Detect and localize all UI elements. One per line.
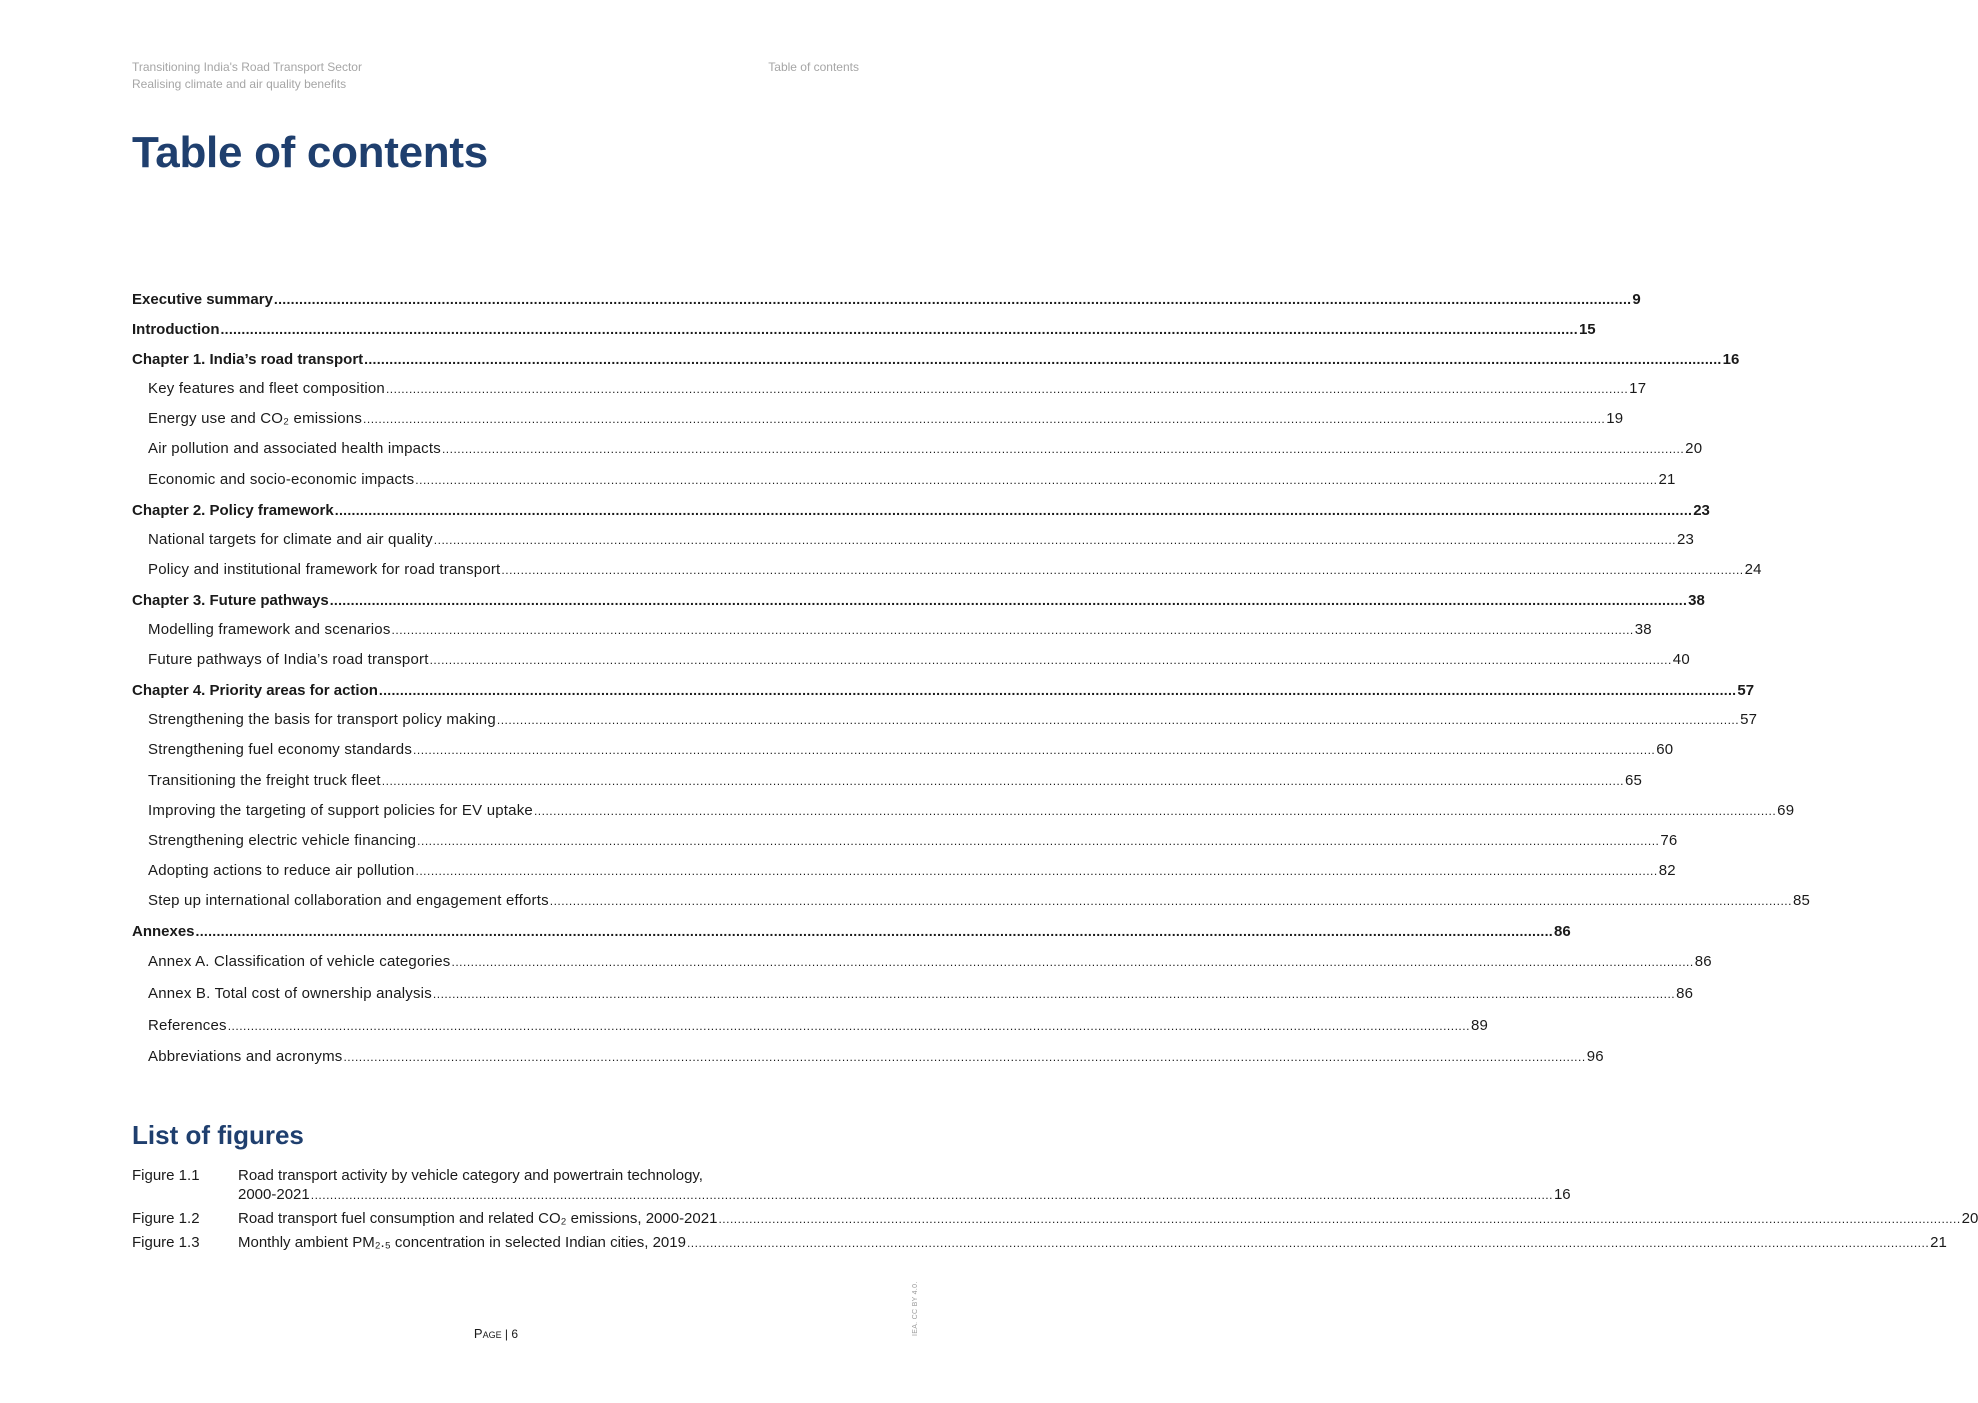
toc-entry-label: Annex A. Classification of vehicle categories <box>148 953 451 971</box>
toc-entry-page-number: 21 <box>1658 470 1676 488</box>
dot-leader <box>497 705 1739 735</box>
toc-chapter-entry[interactable] <box>132 495 1710 525</box>
figure-entry[interactable] <box>132 1209 1978 1229</box>
toc-entry-page-number: 85 <box>1792 891 1811 909</box>
toc-entry-label: Chapter 2. Policy framework <box>132 501 334 519</box>
dot-leader <box>330 585 1687 616</box>
figure-caption-line: Road transport activity by vehicle category and powertrain technology, <box>238 1167 703 1184</box>
toc-entry-page-number: 40 <box>1672 651 1690 669</box>
toc-section-entry[interactable] <box>132 555 1762 585</box>
toc-entry-label: Abbreviations and acronyms <box>148 1048 343 1066</box>
toc-section-entry[interactable] <box>132 705 1758 735</box>
dot-leader <box>534 796 1776 826</box>
toc-entry-page-number: 86 <box>1676 985 1694 1003</box>
page-footer <box>0 1326 992 1341</box>
page-separator: | <box>501 1327 512 1341</box>
dot-leader <box>415 465 1657 495</box>
toc-entry-label: Key features and fleet composition <box>148 380 385 398</box>
toc-entry-label: Future pathways of India’s road transport <box>148 651 429 669</box>
toc-section-entry[interactable] <box>132 886 1811 916</box>
toc-entry-page-number: 17 <box>1629 380 1647 398</box>
page-number: 6 <box>511 1327 519 1341</box>
toc-section-entry[interactable] <box>132 946 1712 978</box>
dot-leader <box>442 434 1684 464</box>
figure-page-number: 16 <box>1553 1186 1571 1203</box>
toc-entry-label: Chapter 4. Priority areas for action <box>132 682 378 700</box>
figure-entry[interactable] <box>132 1166 1571 1205</box>
toc-entry-label: Chapter 3. Future pathways <box>132 591 329 609</box>
list-of-figures-title: List of figures <box>132 1120 304 1150</box>
toc-section-entry[interactable] <box>132 766 1643 796</box>
toc-section-entry[interactable] <box>132 1042 1604 1072</box>
toc-chapter-entry[interactable] <box>132 314 1596 344</box>
toc-chapter-entry[interactable] <box>132 585 1705 615</box>
toc-entry-label: Modelling framework and scenarios <box>148 621 391 639</box>
toc-entry-page-number: 15 <box>1578 321 1596 339</box>
dot-leader <box>196 916 1553 947</box>
dot-leader <box>413 735 1655 765</box>
dot-leader <box>718 1209 1960 1229</box>
toc-entry-label: Energy use and CO₂ emissions <box>148 410 363 428</box>
toc-entry-page-number: 69 <box>1777 801 1795 819</box>
dot-leader <box>392 615 1634 645</box>
toc-section-entry[interactable] <box>132 645 1690 675</box>
toc-section-entry[interactable] <box>132 525 1695 555</box>
table-of-contents <box>132 284 1811 1072</box>
toc-section-entry[interactable] <box>132 374 1647 404</box>
dot-leader <box>434 525 1676 555</box>
toc-entry-label: Adopting actions to reduce air pollution <box>148 861 415 879</box>
toc-entry-label: Economic and socio-economic impacts <box>148 470 415 488</box>
toc-entry-page-number: 38 <box>1634 621 1652 639</box>
toc-entry-label: Annex B. Total cost of ownership analysis <box>148 985 432 1003</box>
toc-section-entry[interactable] <box>132 856 1676 886</box>
toc-entry-label: References <box>148 1017 227 1035</box>
dot-leader <box>382 766 1624 796</box>
figure-entry[interactable] <box>132 1233 1947 1253</box>
toc-entry-label: Transitioning the freight truck fleet <box>148 771 381 789</box>
toc-entry-page-number: 24 <box>1744 560 1762 578</box>
dot-leader <box>430 645 1672 675</box>
header-report-subtitle: Realising climate and air quality benefits <box>132 77 347 91</box>
toc-section-entry[interactable] <box>132 796 1795 826</box>
toc-entry-page-number: 76 <box>1660 831 1678 849</box>
toc-entry-page-number: 9 <box>1632 291 1641 308</box>
toc-entry-page-number: 60 <box>1656 741 1674 759</box>
toc-entry-label: Annexes <box>132 922 195 940</box>
dot-leader <box>501 555 1743 585</box>
toc-entry-page-number: 96 <box>1586 1048 1604 1066</box>
toc-section-entry[interactable] <box>132 615 1652 645</box>
toc-entry-page-number: 38 <box>1688 591 1705 609</box>
toc-entry-label: Air pollution and associated health impacts <box>148 440 441 458</box>
dot-leader <box>343 1042 1585 1072</box>
page-label: Page <box>473 1326 502 1341</box>
toc-entry-page-number: 86 <box>1694 953 1712 971</box>
list-of-figures <box>132 1166 1978 1253</box>
header-report-title: Transitioning India's Road Transport Sector <box>132 60 362 74</box>
toc-entry-page-number: 86 <box>1553 922 1571 940</box>
toc-section-entry[interactable] <box>132 978 1694 1010</box>
toc-entry-page-number: 23 <box>1677 530 1695 548</box>
toc-section-entry[interactable] <box>132 404 1624 434</box>
toc-entry-page-number: 23 <box>1693 501 1710 519</box>
dot-leader <box>433 978 1675 1010</box>
dot-leader <box>452 946 1694 978</box>
dot-leader <box>416 856 1658 886</box>
dot-leader <box>220 314 1577 345</box>
toc-entry-page-number: 57 <box>1740 711 1758 729</box>
toc-entry-label: Step up international collaboration and engagement efforts <box>148 891 549 909</box>
dot-leader <box>311 1185 1553 1205</box>
running-header-right: Table of contents <box>768 60 859 74</box>
figure-page-number: 20 <box>1961 1210 1978 1227</box>
figure-number: Figure 1.3 <box>132 1234 200 1251</box>
running-header-left <box>132 59 362 93</box>
figure-number: Figure 1.1 <box>132 1167 200 1184</box>
toc-entry-page-number: 20 <box>1685 440 1703 458</box>
toc-entry-page-number: 89 <box>1470 1017 1489 1035</box>
dot-leader <box>379 675 1736 706</box>
toc-entry-page-number: 82 <box>1658 861 1676 879</box>
toc-entry-page-number: 65 <box>1625 771 1643 789</box>
toc-chapter-entry[interactable] <box>132 284 1641 314</box>
toc-section-entry[interactable] <box>132 434 1703 464</box>
dot-leader <box>363 404 1605 434</box>
dot-leader <box>386 374 1628 404</box>
toc-entry-page-number: 57 <box>1737 682 1755 700</box>
toc-entry-label: National targets for climate and air quality <box>148 530 433 548</box>
dot-leader <box>335 495 1692 526</box>
toc-chapter-entry[interactable] <box>132 916 1571 946</box>
toc-entry-label: Improving the targeting of support policies for EV uptake <box>148 801 533 819</box>
dot-leader <box>228 1010 1470 1042</box>
figure-number: Figure 1.2 <box>132 1210 200 1227</box>
toc-entry-page-number: 19 <box>1606 410 1624 428</box>
figure-page-number: 21 <box>1930 1234 1947 1251</box>
toc-entry-label: Executive summary <box>132 291 273 308</box>
toc-entry-page-number: 16 <box>1722 351 1740 369</box>
figure-caption-line: 2000-2021 <box>238 1186 310 1203</box>
license-note: IEA. CC BY 4.0. <box>912 1281 919 1336</box>
toc-section-entry[interactable] <box>132 735 1674 765</box>
dot-leader <box>417 826 1659 856</box>
dot-leader <box>274 284 1631 315</box>
toc-section-entry[interactable] <box>132 826 1678 856</box>
toc-chapter-entry[interactable] <box>132 675 1755 705</box>
toc-entry-label: Chapter 1. India’s road transport <box>132 351 364 369</box>
toc-entry-label: Strengthening the basis for transport policy making <box>148 711 496 729</box>
figure-caption: Monthly ambient PM₂.₅ concentration in selected Indian cities, 2019 <box>238 1234 686 1251</box>
dot-leader <box>550 886 1792 916</box>
page-title: Table of contents <box>132 128 488 177</box>
dot-leader <box>364 344 1721 375</box>
toc-section-entry[interactable] <box>132 1010 1489 1042</box>
dot-leader <box>687 1233 1929 1253</box>
toc-entry-label: Policy and institutional framework for road transport <box>148 560 501 578</box>
figure-caption: Road transport fuel consumption and related CO₂ emissions, 2000-2021 <box>238 1210 718 1227</box>
toc-entry-label: Strengthening electric vehicle financing <box>148 831 417 849</box>
toc-entry-label: Strengthening fuel economy standards <box>148 741 413 759</box>
toc-entry-label: Introduction <box>132 321 220 339</box>
toc-chapter-entry[interactable] <box>132 344 1740 374</box>
toc-section-entry[interactable] <box>132 465 1676 495</box>
